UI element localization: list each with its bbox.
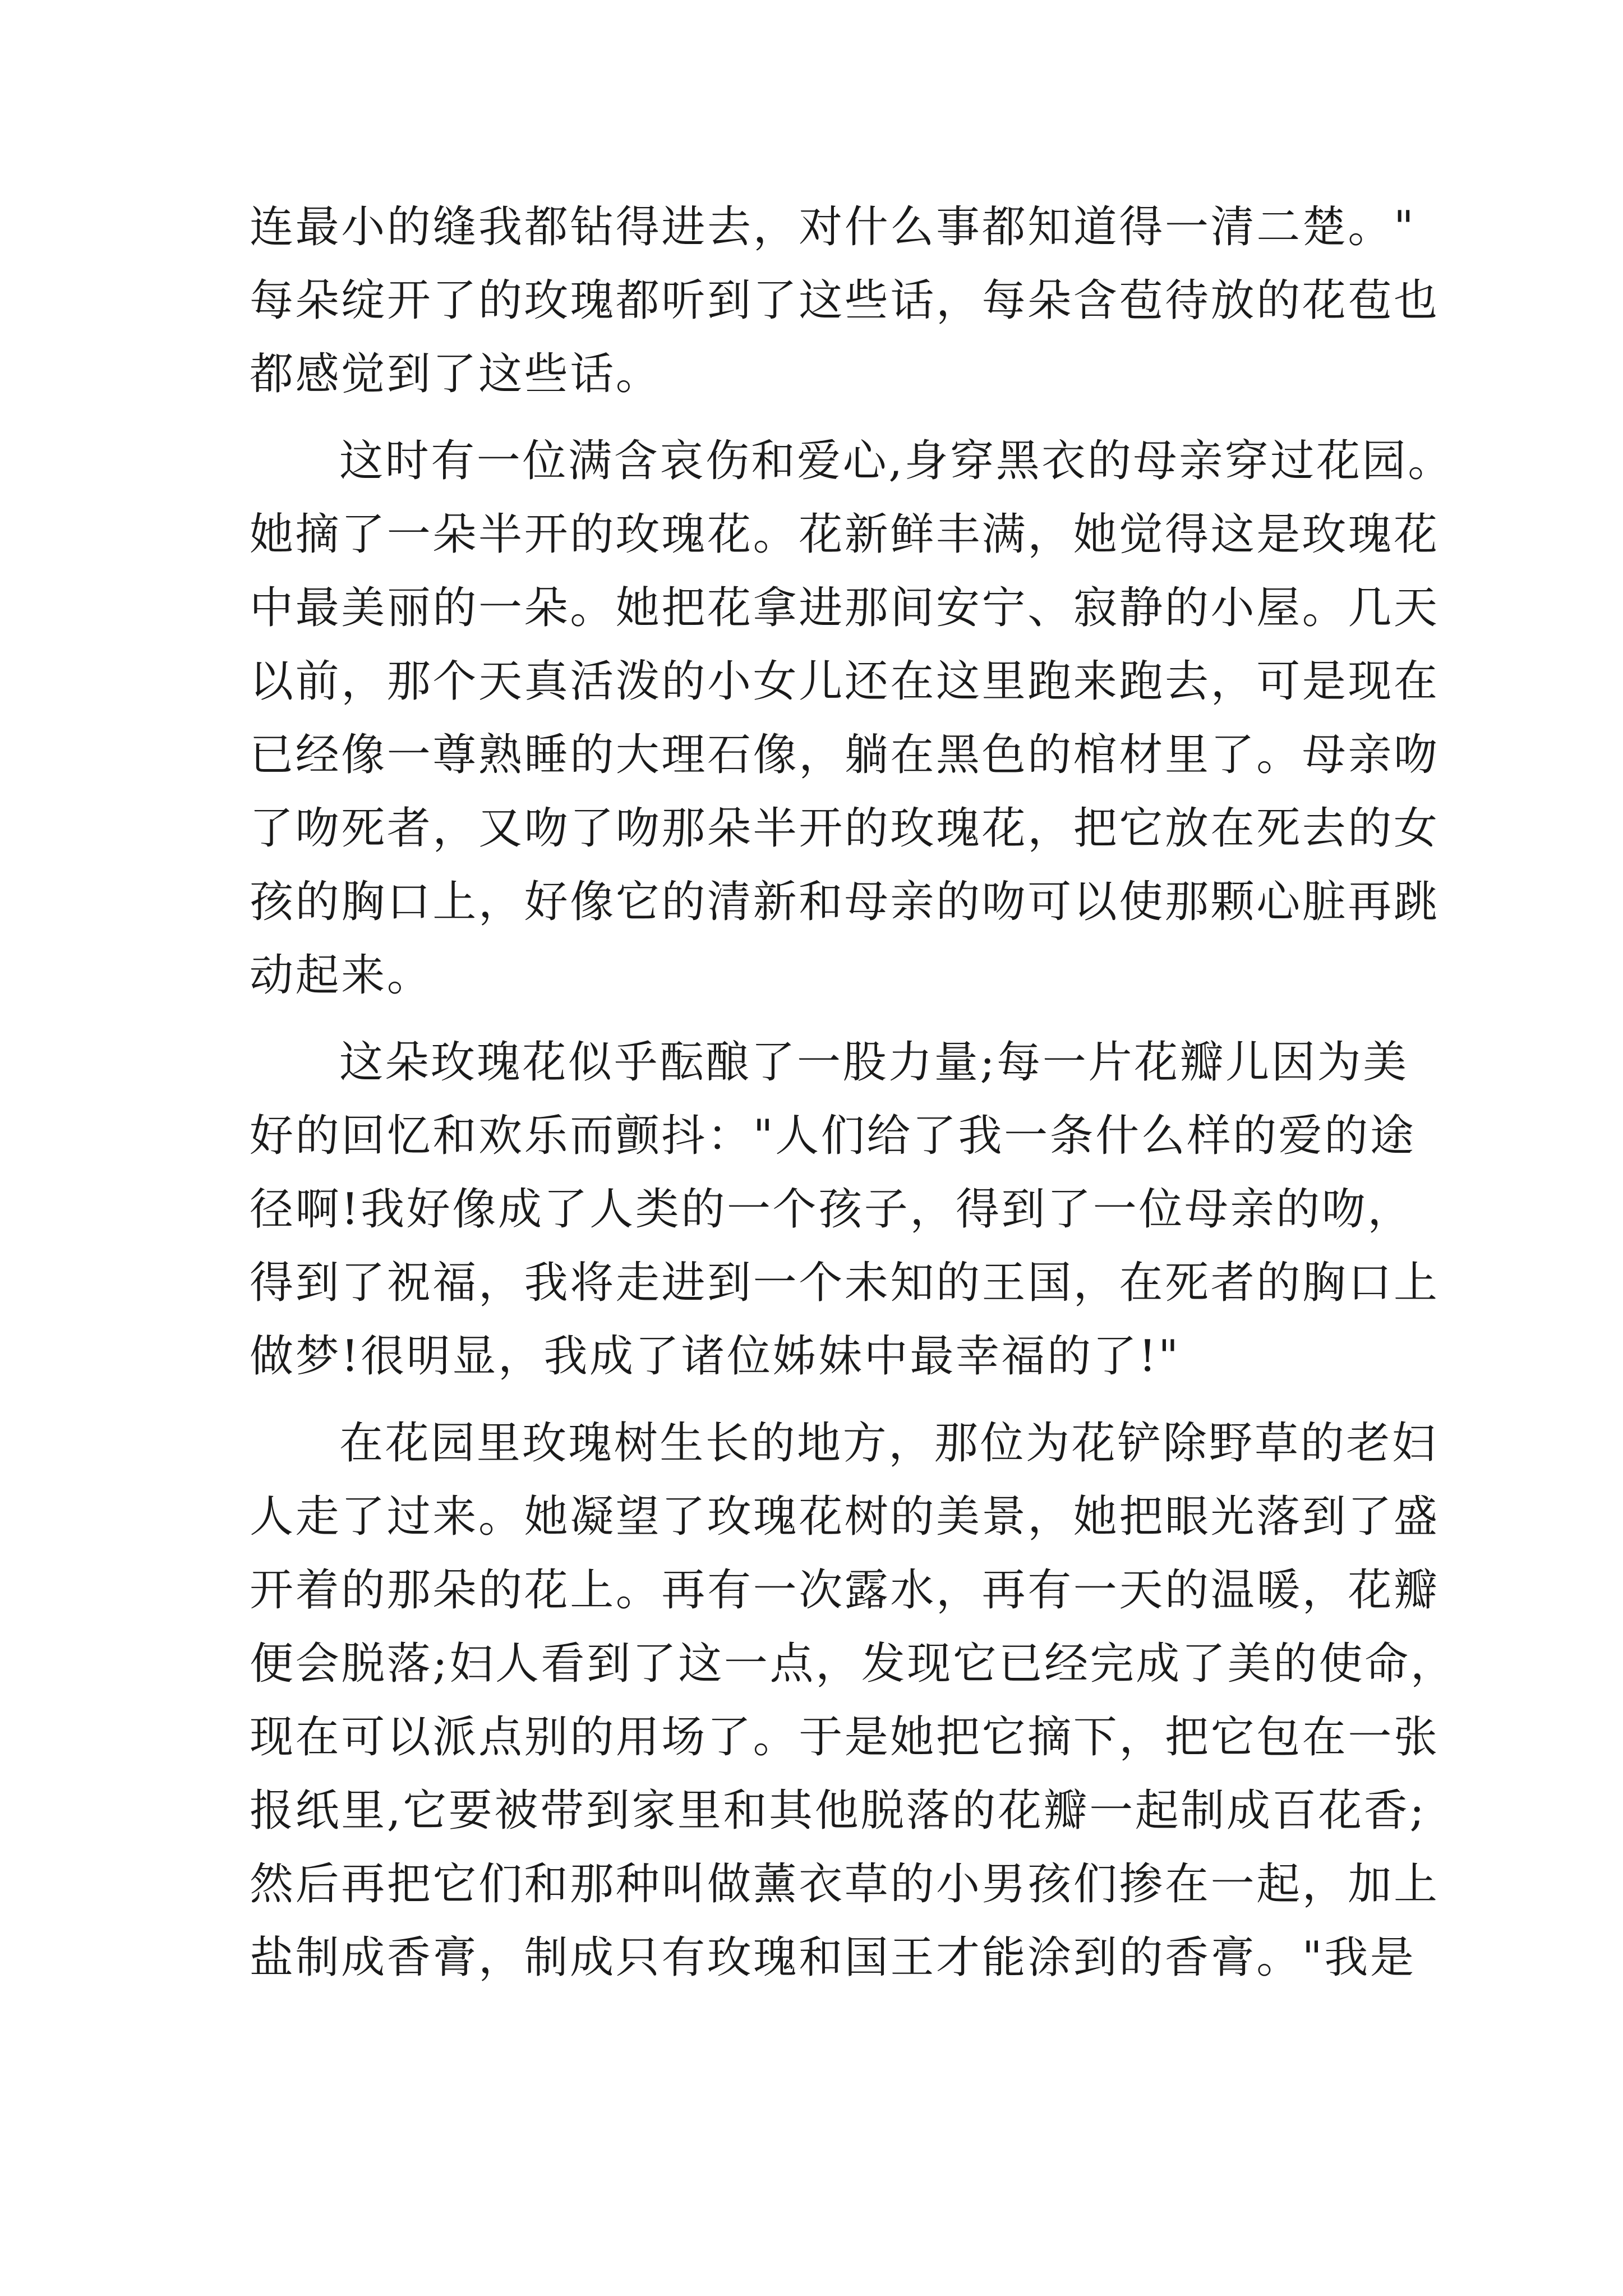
paragraph-gap bbox=[250, 1393, 1388, 1407]
text-line: 在花园里玫瑰树生长的地方，那位为花铲除野草的老妇 bbox=[339, 1418, 1438, 1469]
text-line: 人走了过来。她凝望了玫瑰花树的美景，她把眼光落到了盛 bbox=[250, 1492, 1440, 1542]
text-line: 动起来。 bbox=[250, 950, 433, 1001]
text-line: 报纸里,它要被带到家里和其他脱落的花瓣一起制成百花香; bbox=[250, 1786, 1427, 1836]
text-line: 开着的那朵的花上。再有一次露水，再有一天的温暖，花瓣 bbox=[250, 1565, 1440, 1616]
text-line: 连最小的缝我都钻得进去，对什么事都知道得一清二楚。" bbox=[250, 202, 1416, 252]
text-line: 好的回忆和欢乐而颤抖："人们给了我一条什么样的爱的途 bbox=[250, 1111, 1416, 1161]
text-line: 以前，那个天真活泼的小女儿还在这里跑来跑去，可是现在 bbox=[250, 656, 1440, 707]
text-line: 了吻死者，又吻了吻那朵半开的玫瑰花，把它放在死去的女 bbox=[250, 803, 1440, 854]
text-line: 做梦!很明显，我成了诸位姊妹中最幸福的了!" bbox=[250, 1331, 1181, 1382]
paragraph-3 bbox=[250, 1026, 1440, 1393]
paragraph-4 bbox=[250, 1407, 1456, 1995]
text-line: 然后再把它们和那种叫做薰衣草的小男孩们掺在一起，加上 bbox=[250, 1859, 1440, 1910]
text-line: 径啊!我好像成了人类的一个孩子，得到了一位母亲的吻， bbox=[250, 1184, 1413, 1235]
paragraph-gap bbox=[250, 1013, 1388, 1026]
text-line: 得到了祝福，我将走进到一个未知的王国，在死者的胸口上 bbox=[250, 1258, 1440, 1308]
text-line: 这时有一位满含哀伤和爱心,身穿黑衣的母亲穿过花园。 bbox=[339, 436, 1454, 486]
text-line: 便会脱落;妇人看到了这一点，发现它已经完成了美的使命， bbox=[250, 1639, 1456, 1689]
text-line: 这朵玫瑰花似乎酝酿了一股力量;每一片花瓣儿因为美 bbox=[339, 1037, 1409, 1088]
text-line: 中最美丽的一朵。她把花拿进那间安宁、寂静的小屋。几天 bbox=[250, 583, 1440, 633]
text-line: 孩的胸口上，好像它的清新和母亲的吻可以使那颗心脏再跳 bbox=[250, 877, 1440, 927]
paragraph-gap bbox=[250, 411, 1388, 425]
text-line: 已经像一尊熟睡的大理石像，躺在黑色的棺材里了。母亲吻 bbox=[250, 730, 1440, 780]
body-text bbox=[250, 191, 1456, 1995]
text-line: 盐制成香膏，制成只有玫瑰和国王才能涂到的香膏。"我是 bbox=[250, 1932, 1416, 1983]
text-line: 都感觉到了这些话。 bbox=[250, 349, 662, 399]
paragraph-1 bbox=[250, 191, 1440, 411]
text-line: 她摘了一朵半开的玫瑰花。花新鲜丰满，她觉得这是玫瑰花 bbox=[250, 509, 1440, 560]
text-line: 现在可以派点别的用场了。于是她把它摘下，把它包在一张 bbox=[250, 1712, 1440, 1763]
paragraph-2 bbox=[250, 425, 1454, 1013]
text-line: 每朵绽开了的玫瑰都听到了这些话，每朵含苞待放的花苞也 bbox=[250, 275, 1440, 326]
